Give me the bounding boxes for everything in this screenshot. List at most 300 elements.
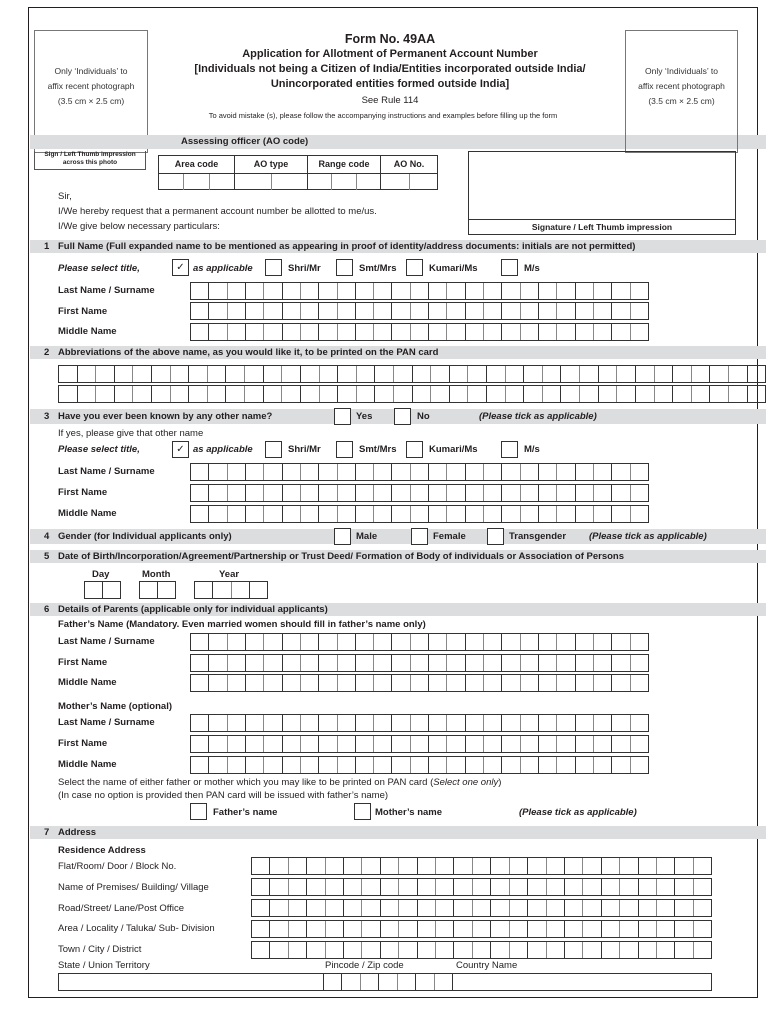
char-cell[interactable] [263,655,281,671]
char-cell[interactable] [325,879,343,895]
mother-middle-name-input[interactable] [190,756,649,774]
char-cell[interactable] [505,366,524,382]
char-cell[interactable] [337,324,355,340]
char-cell[interactable] [611,715,629,731]
char-cell[interactable] [318,715,336,731]
char-cell[interactable] [560,366,579,382]
char-cell[interactable] [656,942,674,958]
char-cell[interactable] [523,366,542,382]
char-cell[interactable] [245,715,263,731]
char-cell[interactable] [191,303,208,319]
char-cell[interactable] [582,900,600,916]
char-cell[interactable] [191,485,208,501]
char-cell[interactable] [245,634,263,650]
char-cell[interactable] [465,506,483,522]
char-cell[interactable] [417,900,435,916]
char-cell[interactable] [306,942,324,958]
char-cell[interactable] [501,485,519,501]
s4-transgender-checkbox[interactable] [487,528,504,545]
char-cell[interactable] [337,366,356,382]
char-cell[interactable] [446,715,464,731]
char-cell[interactable] [380,921,398,937]
char-cell[interactable] [728,366,747,382]
mother-first-name-input[interactable] [190,735,649,753]
char-cell[interactable] [505,386,524,402]
char-cell[interactable] [373,506,391,522]
char-cell[interactable] [490,942,508,958]
char-cell[interactable] [674,858,692,874]
char-cell[interactable] [191,675,208,691]
char-cell[interactable] [538,324,556,340]
char-cell[interactable] [672,386,691,402]
char-cell[interactable] [435,879,453,895]
char-cell[interactable] [245,506,263,522]
char-cell[interactable] [520,675,538,691]
char-cell[interactable] [564,879,582,895]
char-cell[interactable] [306,879,324,895]
char-cell[interactable] [391,634,409,650]
char-cell[interactable] [300,757,318,773]
char-cell[interactable] [467,386,486,402]
char-cell[interactable] [472,879,490,895]
char-cell[interactable] [582,858,600,874]
char-cell[interactable] [546,858,564,874]
char-cell[interactable] [391,757,409,773]
char-cell[interactable] [465,634,483,650]
char-cell[interactable] [191,324,208,340]
char-cell[interactable] [593,283,611,299]
char-cell[interactable] [593,464,611,480]
char-cell[interactable] [337,485,355,501]
char-cell[interactable] [208,675,226,691]
char-cell[interactable] [263,386,282,402]
s4-female-checkbox[interactable] [411,528,428,545]
char-cell[interactable] [509,858,527,874]
char-cell[interactable] [546,942,564,958]
char-cell[interactable] [282,464,300,480]
char-cell[interactable] [538,506,556,522]
char-cell[interactable] [114,386,133,402]
char-cell[interactable] [611,464,629,480]
char-cell[interactable] [269,942,287,958]
char-cell[interactable] [288,879,306,895]
char-cell[interactable] [263,736,281,752]
s3-last-name-input[interactable] [190,463,649,481]
char-cell[interactable] [245,303,263,319]
char-cell[interactable] [564,942,582,958]
char-cell[interactable] [611,757,629,773]
char-cell[interactable] [520,324,538,340]
char-cell[interactable] [415,974,433,990]
char-cell[interactable] [393,386,412,402]
s1-middle-name-input[interactable] [190,323,649,341]
char-cell[interactable] [490,879,508,895]
char-cell[interactable] [575,506,593,522]
char-cell[interactable] [325,921,343,937]
char-cell[interactable] [501,715,519,731]
char-cell[interactable] [245,675,263,691]
char-cell[interactable] [509,921,527,937]
dob-year-input[interactable] [194,581,268,599]
char-cell[interactable] [373,715,391,731]
signature-box[interactable] [468,151,736,235]
char-cell[interactable] [337,283,355,299]
char-cell[interactable] [245,324,263,340]
char-cell[interactable] [538,675,556,691]
s3-no-checkbox[interactable] [394,408,411,425]
char-cell[interactable] [245,655,263,671]
char-cell[interactable] [538,303,556,319]
char-cell[interactable] [245,736,263,752]
char-cell[interactable] [434,974,452,990]
char-cell[interactable] [170,386,189,402]
char-cell[interactable] [538,736,556,752]
char-cell[interactable] [674,900,692,916]
char-cell[interactable] [538,464,556,480]
char-cell[interactable] [709,386,728,402]
char-cell[interactable] [611,283,629,299]
char-cell[interactable] [263,715,281,731]
char-cell[interactable] [318,757,336,773]
char-cell[interactable] [245,464,263,480]
s3-title-ms-checkbox[interactable] [501,441,518,458]
char-cell[interactable] [619,921,637,937]
char-cell[interactable] [355,634,373,650]
char-cell[interactable] [319,386,338,402]
char-cell[interactable] [191,757,208,773]
abbreviation-input-row1[interactable] [58,365,766,383]
char-cell[interactable] [538,655,556,671]
char-cell[interactable] [140,582,157,598]
char-cell[interactable] [693,858,711,874]
s3-title-kumari-checkbox[interactable] [406,441,423,458]
char-cell[interactable] [410,485,428,501]
char-cell[interactable] [77,386,96,402]
char-cell[interactable] [501,283,519,299]
char-cell[interactable] [151,366,170,382]
char-cell[interactable] [593,736,611,752]
char-cell[interactable] [501,736,519,752]
father-first-name-input[interactable] [190,654,649,672]
char-cell[interactable] [227,757,245,773]
char-cell[interactable] [282,283,300,299]
s3-title-shri-checkbox[interactable] [265,441,282,458]
char-cell[interactable] [300,386,319,402]
char-cell[interactable] [490,921,508,937]
char-cell[interactable] [227,303,245,319]
char-cell[interactable] [318,634,336,650]
char-cell[interactable] [355,757,373,773]
char-cell[interactable] [227,736,245,752]
char-cell[interactable] [453,879,471,895]
char-cell[interactable] [282,485,300,501]
char-cell[interactable] [337,303,355,319]
char-cell[interactable] [546,900,564,916]
char-cell[interactable] [398,921,416,937]
char-cell[interactable] [501,324,519,340]
char-cell[interactable] [638,858,656,874]
char-cell[interactable] [509,942,527,958]
s1-first-name-input[interactable] [190,302,649,320]
char-cell[interactable] [417,879,435,895]
char-cell[interactable] [114,366,133,382]
char-cell[interactable] [674,921,692,937]
char-cell[interactable] [428,464,446,480]
char-cell[interactable] [428,485,446,501]
s1-last-name-input[interactable] [190,282,649,300]
char-cell[interactable] [343,858,361,874]
char-cell[interactable] [95,386,114,402]
char-cell[interactable] [693,942,711,958]
char-cell[interactable] [373,757,391,773]
s1-title-shri-checkbox[interactable] [265,259,282,276]
char-cell[interactable] [509,879,527,895]
char-cell[interactable] [59,366,77,382]
char-cell[interactable] [191,283,208,299]
char-cell[interactable] [556,675,574,691]
char-cell[interactable] [355,464,373,480]
char-cell[interactable] [538,485,556,501]
char-cell[interactable] [300,634,318,650]
char-cell[interactable] [638,942,656,958]
char-cell[interactable] [378,974,396,990]
char-cell[interactable] [593,675,611,691]
char-cell[interactable] [151,386,170,402]
char-cell[interactable] [593,715,611,731]
char-cell[interactable] [355,736,373,752]
char-cell[interactable] [527,921,545,937]
char-cell[interactable] [556,324,574,340]
char-cell[interactable] [630,715,648,731]
char-cell[interactable] [281,386,300,402]
char-cell[interactable] [672,366,691,382]
char-cell[interactable] [564,858,582,874]
char-cell[interactable] [556,283,574,299]
char-cell[interactable] [575,736,593,752]
char-cell[interactable] [288,942,306,958]
char-cell[interactable] [465,655,483,671]
char-cell[interactable] [355,675,373,691]
char-cell[interactable] [360,974,378,990]
char-cell[interactable] [446,485,464,501]
char-cell[interactable] [170,366,189,382]
char-cell[interactable] [575,675,593,691]
char-cell[interactable] [428,324,446,340]
char-cell[interactable] [520,485,538,501]
char-cell[interactable] [520,757,538,773]
char-cell[interactable] [747,386,766,402]
char-cell[interactable] [361,858,379,874]
s1-title-as-applicable-checkbox[interactable]: ✓ [172,259,189,276]
ao-type-input[interactable] [235,174,308,190]
char-cell[interactable] [582,942,600,958]
char-cell[interactable] [269,858,287,874]
char-cell[interactable] [188,366,207,382]
char-cell[interactable] [410,736,428,752]
char-cell[interactable] [467,366,486,382]
char-cell[interactable] [300,464,318,480]
char-cell[interactable] [282,506,300,522]
char-cell[interactable] [611,303,629,319]
char-cell[interactable] [337,506,355,522]
char-cell[interactable] [483,303,501,319]
char-cell[interactable] [410,634,428,650]
father-last-name-input[interactable] [190,633,649,651]
char-cell[interactable] [465,675,483,691]
char-cell[interactable] [630,634,648,650]
char-cell[interactable] [630,757,648,773]
char-cell[interactable] [191,464,208,480]
char-cell[interactable] [252,879,269,895]
char-cell[interactable] [398,942,416,958]
char-cell[interactable] [195,582,212,598]
char-cell[interactable] [611,655,629,671]
char-cell[interactable] [373,736,391,752]
char-cell[interactable] [520,303,538,319]
char-cell[interactable] [227,655,245,671]
char-cell[interactable] [380,858,398,874]
char-cell[interactable] [538,283,556,299]
char-cell[interactable] [391,303,409,319]
addr-area-input[interactable] [251,920,712,938]
char-cell[interactable] [656,921,674,937]
char-cell[interactable] [391,655,409,671]
char-cell[interactable] [188,386,207,402]
char-cell[interactable] [575,715,593,731]
char-cell[interactable] [472,858,490,874]
char-cell[interactable] [318,655,336,671]
char-cell[interactable] [410,506,428,522]
char-cell[interactable] [611,736,629,752]
char-cell[interactable] [656,900,674,916]
char-cell[interactable] [472,942,490,958]
char-cell[interactable] [483,506,501,522]
char-cell[interactable] [501,655,519,671]
char-cell[interactable] [453,858,471,874]
char-cell[interactable] [575,464,593,480]
char-cell[interactable] [373,485,391,501]
char-cell[interactable] [593,506,611,522]
char-cell[interactable] [373,675,391,691]
char-cell[interactable] [397,974,415,990]
char-cell[interactable] [269,921,287,937]
char-cell[interactable] [601,942,619,958]
mother-last-name-input[interactable] [190,714,649,732]
char-cell[interactable] [225,366,244,382]
char-cell[interactable] [638,900,656,916]
char-cell[interactable] [601,900,619,916]
s3-title-smt-checkbox[interactable] [336,441,353,458]
char-cell[interactable] [95,366,114,382]
char-cell[interactable] [282,715,300,731]
char-cell[interactable] [227,464,245,480]
char-cell[interactable] [398,858,416,874]
char-cell[interactable] [208,715,226,731]
char-cell[interactable] [417,858,435,874]
char-cell[interactable] [527,942,545,958]
char-cell[interactable] [582,879,600,895]
char-cell[interactable] [269,900,287,916]
char-cell[interactable] [361,921,379,937]
ao-range-code-input[interactable] [308,174,381,190]
char-cell[interactable] [191,634,208,650]
char-cell[interactable] [449,366,468,382]
char-cell[interactable] [630,464,648,480]
char-cell[interactable] [693,900,711,916]
char-cell[interactable] [300,506,318,522]
mother-name-checkbox[interactable] [354,803,371,820]
char-cell[interactable] [674,879,692,895]
char-cell[interactable] [252,921,269,937]
char-cell[interactable] [343,900,361,916]
char-cell[interactable] [288,921,306,937]
char-cell[interactable] [252,900,269,916]
char-cell[interactable] [263,283,281,299]
char-cell[interactable] [282,757,300,773]
char-cell[interactable] [391,736,409,752]
char-cell[interactable] [446,757,464,773]
char-cell[interactable] [656,879,674,895]
ao-area-code-input[interactable] [159,174,235,190]
char-cell[interactable] [355,506,373,522]
char-cell[interactable] [630,736,648,752]
char-cell[interactable] [208,736,226,752]
char-cell[interactable] [556,715,574,731]
char-cell[interactable] [564,900,582,916]
char-cell[interactable] [709,366,728,382]
char-cell[interactable] [654,366,673,382]
char-cell[interactable] [318,736,336,752]
char-cell[interactable] [428,736,446,752]
char-cell[interactable] [263,634,281,650]
char-cell[interactable] [435,900,453,916]
char-cell[interactable] [306,900,324,916]
char-cell[interactable] [207,366,226,382]
char-cell[interactable] [483,655,501,671]
char-cell[interactable] [191,715,208,731]
char-cell[interactable] [575,655,593,671]
char-cell[interactable] [575,303,593,319]
char-cell[interactable] [398,879,416,895]
char-cell[interactable] [465,283,483,299]
char-cell[interactable] [373,634,391,650]
char-cell[interactable] [252,858,269,874]
char-cell[interactable] [300,715,318,731]
char-cell[interactable] [446,464,464,480]
char-cell[interactable] [410,675,428,691]
char-cell[interactable] [318,675,336,691]
char-cell[interactable] [520,464,538,480]
char-cell[interactable] [593,634,611,650]
char-cell[interactable] [593,303,611,319]
char-cell[interactable] [611,634,629,650]
char-cell[interactable] [472,900,490,916]
char-cell[interactable] [337,757,355,773]
char-cell[interactable] [453,900,471,916]
char-cell[interactable] [269,879,287,895]
char-cell[interactable] [374,386,393,402]
char-cell[interactable] [225,386,244,402]
char-cell[interactable] [356,366,375,382]
char-cell[interactable] [446,303,464,319]
char-cell[interactable] [245,757,263,773]
char-cell[interactable] [556,506,574,522]
char-cell[interactable] [619,942,637,958]
char-cell[interactable] [245,485,263,501]
char-cell[interactable] [208,485,226,501]
char-cell[interactable] [227,283,245,299]
char-cell[interactable] [446,283,464,299]
